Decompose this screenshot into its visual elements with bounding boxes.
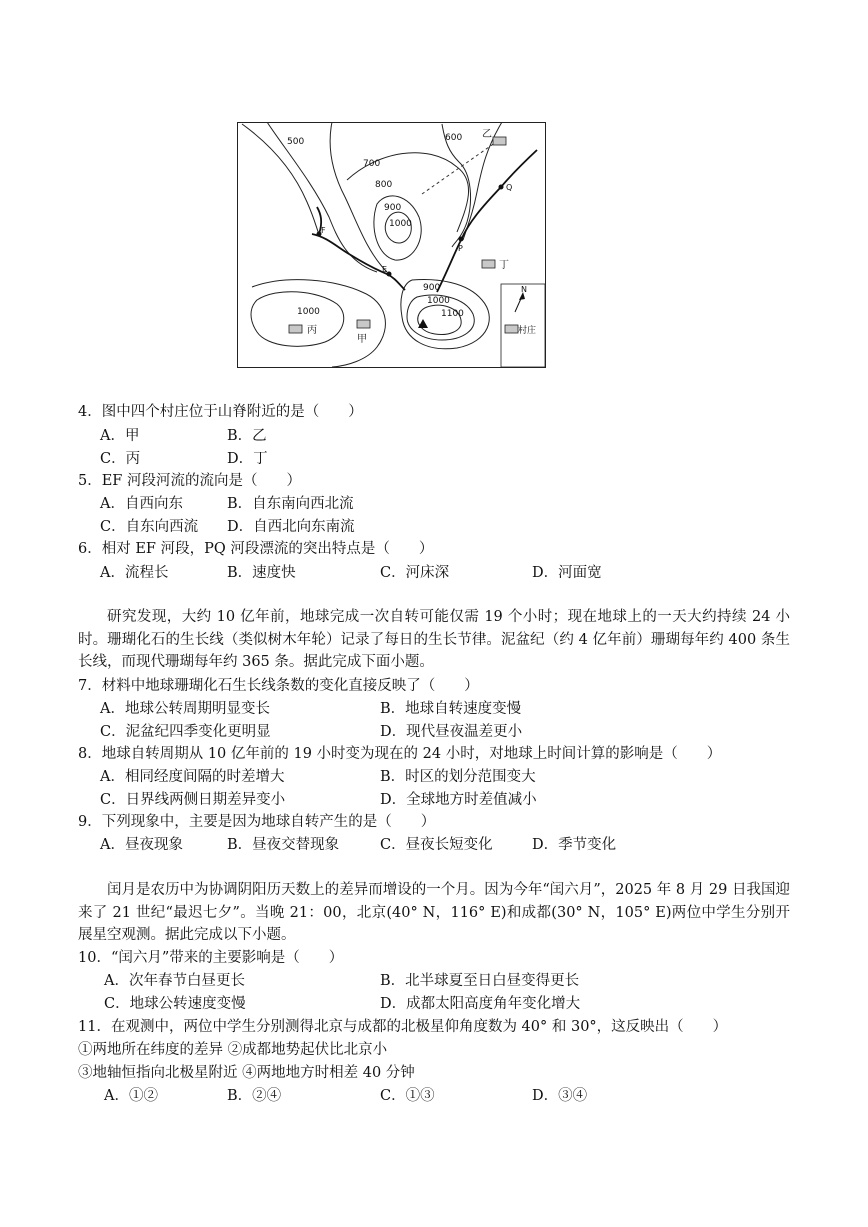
point-q (499, 185, 504, 190)
q9-option-b[interactable]: B．昼夜交替现象 (227, 837, 340, 853)
question-9-stem: 9．下列现象中，主要是因为地球自转产生的是（ ） (78, 814, 436, 830)
label-600: 600 (445, 133, 463, 143)
village-ding-label: 丁 (499, 260, 509, 271)
q4-option-b[interactable]: B．乙 (227, 428, 267, 444)
q8-option-b[interactable]: B．时区的划分范围变大 (380, 769, 536, 785)
q11-option-c[interactable]: C．①③ (380, 1088, 435, 1104)
q4-option-c[interactable]: C．丙 (100, 451, 141, 467)
q6-option-c[interactable]: C．河床深 (380, 565, 450, 581)
label-1000-bottom: 1000 (427, 296, 450, 306)
point-e (387, 272, 392, 277)
north-label: N (521, 285, 527, 294)
q7-option-b[interactable]: B．地球自转速度变慢 (380, 701, 522, 717)
village-bing-marker (289, 325, 302, 333)
q5-option-a[interactable]: A．自西向东 (100, 496, 183, 512)
q6-option-d[interactable]: D．河面宽 (532, 565, 602, 581)
contour-map-svg (237, 122, 546, 368)
label-q: Q (506, 183, 513, 192)
q9-option-d[interactable]: D．季节变化 (532, 837, 617, 853)
village-yi-label: 乙 (482, 129, 492, 140)
q7-option-d[interactable]: D．现代昼夜温差更小 (380, 724, 523, 740)
q9-option-a[interactable]: A．昼夜现象 (100, 837, 183, 853)
village-jia-marker (357, 320, 370, 328)
q5-option-b[interactable]: B．自东南向西北流 (227, 496, 354, 512)
map-frame (238, 123, 546, 368)
question-11-stem: 11．在观测中，两位中学生分别测得北京与成都的北极星仰角度数为 40° 和 30°，这反映出（ ） (78, 1019, 728, 1035)
q8-option-a[interactable]: A．相同经度间隔的时差增大 (100, 769, 285, 785)
label-1000-top: 1000 (389, 219, 412, 229)
label-500: 500 (287, 137, 305, 147)
q10-option-b[interactable]: B．北半球夏至日白昼变得更长 (380, 973, 580, 989)
q11-option-d[interactable]: D．③④ (532, 1088, 588, 1104)
q7-option-a[interactable]: A．地球公转周期明显变长 (100, 701, 270, 717)
legend-village-marker (505, 325, 518, 333)
question-6-stem: 6．相对 EF 河段，PQ 河段漂流的突出特点是（ ） (78, 541, 434, 557)
label-900-bottom: 900 (423, 283, 441, 293)
q4-option-d[interactable]: D．丁 (227, 451, 268, 467)
question-8-stem: 8．地球自转周期从 10 亿年前的 19 小时变为现在的 24 小时，对地球上时间计算的影响是（ ） (78, 746, 722, 762)
passage-coral: 研究发现，大约 10 亿年前，地球完成一次自转可能仅需 19 个小时；现在地球上的一天大约持续 24 小时。珊瑚化石的生长线（类似树木年轮）记录了每日的生长节律。泥盆纪（约 4 亿年前）珊瑚每年约 400 条生长线，而现代珊瑚每年约 365 条。据此完成下面小题。 (78, 609, 790, 671)
q5-option-d[interactable]: D．自西北向东南流 (227, 519, 355, 535)
label-1000-left: 1000 (297, 307, 320, 317)
q10-option-a[interactable]: A．次年春节白昼更长 (104, 973, 245, 989)
contour-map (237, 122, 546, 368)
label-700: 700 (363, 159, 381, 169)
q6-option-a[interactable]: A．流程长 (100, 565, 169, 581)
q11-option-a[interactable]: A．①② (104, 1088, 158, 1104)
q8-option-c[interactable]: C．日界线两侧日期差异变小 (100, 792, 286, 808)
question-7-stem: 7．材料中地球珊瑚化石生长线条数的变化直接反映了（ ） (78, 678, 479, 694)
legend-village-label: 村庄 (518, 326, 537, 336)
village-bing-label: 丙 (307, 325, 317, 336)
question-5-stem: 5．EF 河段河流的流向是（ ） (78, 473, 301, 489)
village-yi-marker (493, 137, 506, 145)
point-p (459, 237, 464, 242)
label-p: P (458, 244, 463, 253)
question-4-stem: 4．图中四个村庄位于山脊附近的是（ ） (78, 404, 363, 420)
q4-option-a[interactable]: A．甲 (100, 428, 140, 444)
q5-option-c[interactable]: C．自东向西流 (100, 519, 199, 535)
label-1100: 1100 (441, 309, 464, 319)
label-900-top: 900 (384, 203, 402, 213)
village-ding-marker (482, 260, 495, 268)
label-800: 800 (375, 180, 393, 190)
village-jia-label: 甲 (357, 334, 367, 345)
question-10-stem: 10．“闰六月”带来的主要影响是（ ） (78, 950, 344, 966)
q6-option-b[interactable]: B．速度快 (227, 565, 296, 581)
q11-option-b[interactable]: B．②④ (227, 1088, 282, 1104)
q10-option-c[interactable]: C．地球公转速度变慢 (104, 996, 246, 1012)
passage-leap-month: 闰月是农历中为协调阴阳历天数上的差异而增设的一个月。因为今年“闰六月”，2025 年 8 月 29 日我国迎来了 21 世纪“最迟七夕”。当晚 21：00，北京(40° N，116° E)和成都(30° N，105° E)两位中学生分别开展星空观测。据此完成以下小题。 (78, 882, 790, 944)
q11-statement-2: ③地轴恒指向北极星附近 ④两地地方时相差 40 分钟 (78, 1065, 415, 1081)
q7-option-c[interactable]: C．泥盆纪四季变化更明显 (100, 724, 271, 740)
q10-option-d[interactable]: D．成都太阳高度角年变化增大 (380, 996, 581, 1012)
q11-statement-1: ①两地所在纬度的差异 ②成都地势起伏比北京小 (78, 1042, 388, 1058)
q9-option-c[interactable]: C．昼夜长短变化 (380, 837, 493, 853)
label-e: E (382, 265, 388, 274)
q8-option-d[interactable]: D．全球地方时差值减小 (380, 792, 537, 808)
label-f: F (321, 226, 326, 235)
